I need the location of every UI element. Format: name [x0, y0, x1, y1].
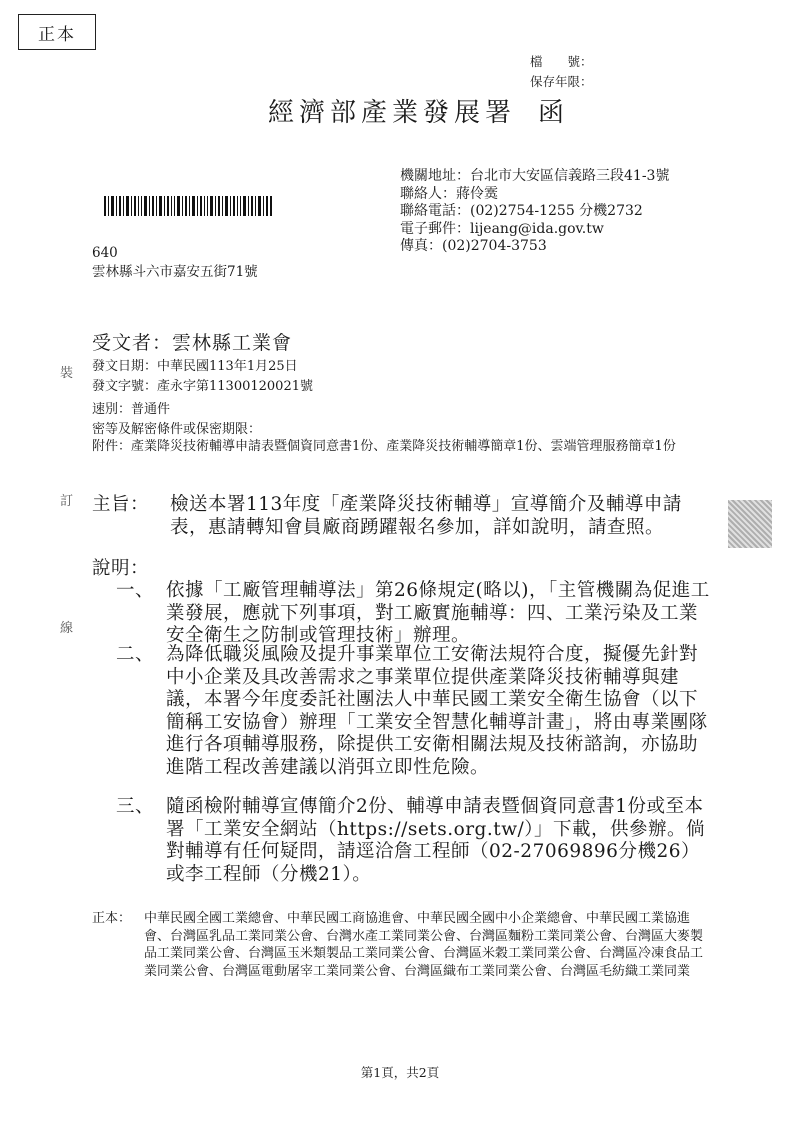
delivery-speed: 速別：普通件 — [92, 402, 171, 417]
attachments — [92, 438, 696, 455]
subject-label: 主旨： — [92, 494, 150, 515]
binding-mark-bottom: 線 — [60, 621, 74, 636]
document-meta — [92, 357, 313, 439]
file-number-label: 檔 號： — [530, 54, 593, 69]
contact-block — [400, 168, 669, 256]
document-title — [268, 92, 569, 129]
cc-label: 正本： — [92, 911, 132, 926]
seal-stamp — [728, 500, 772, 548]
item-text: 依據「工廠管理輔導法」第26條規定(略以)，「主管機關為促進工業發展，應就下列事項，對工廠實施輔導：四、工業污染及工業安全衛生之防制或管理技術」辦理。 — [166, 580, 710, 646]
explanation-label: 說明： — [92, 558, 150, 579]
cc-text: 中華民國全國工業總會、中華民國工商協進會、中華民國全國中小企業總會、中華民國工業協進會、台灣區乳品工業同業公會、台灣水產工業同業公會、台灣區麵粉工業同業公會、台灣區大麥製品工業同業公會、台灣區玉米類製品工業同業公會、台灣區米穀工業同業公會、台灣區冷凍食品工業同業公會、台灣區電動屠宰工業同業公會、台灣區織布工業同業公會、台灣區毛紡織工業同業 — [144, 911, 704, 979]
issue-date: 發文日期：中華民國113年1月25日 — [92, 359, 298, 374]
street-address: 雲林縣斗六市嘉安五街71號 — [92, 264, 258, 280]
barcode-image — [104, 196, 272, 216]
item-number: 一、 — [116, 580, 155, 601]
contact-fax: 傳真：(02)2704-3753 — [400, 238, 547, 254]
recipient-address — [92, 244, 258, 282]
page-number: 第1頁，共2頁 — [360, 1065, 440, 1080]
explanation-item — [116, 644, 714, 779]
item-text: 為降低職災風險及提升事業單位工安衛法規符合度，擬優先針對中小企業及具改善需求之事業單位提供產業降災技術輔導與建議，本署今年度委託社團法人中華民國工業安全衛生協會（以下簡稱工安協會）辦理「工業安全智慧化輔導計畫」，將由專業團隊進行各項輔導服務，除提供工安衛相關法規及技術諮詢，亦協助進階工程改善建議以消弭立即性危險。 — [166, 644, 708, 778]
attachments-label: 附件： — [92, 439, 132, 454]
item-text: 隨函檢附輔導宣傳簡介2份、輔導申請表暨個資同意書1份或至本署「工業安全網站（https://sets.org.tw/）」下載，供參辦。倘對輔導有任何疑問，請逕洽詹工程師（02-27069896分機26）或李工程師（分機21）。 — [166, 796, 706, 885]
attachments-value: 產業降災技術輔導申請表暨個資同意書1份、產業降災技術輔導簡章1份、雲端管理服務簡章1份 — [131, 439, 676, 454]
retention-label: 保存年限： — [530, 74, 593, 89]
zip-code: 640 — [92, 245, 118, 261]
document-type: 函 — [538, 98, 570, 128]
issue-number: 發文字號：產永字第11300120021號 — [92, 378, 313, 394]
contact-email: 電子郵件：lijeang@ida.gov.tw — [400, 220, 604, 237]
agency-address: 機關地址：台北市大安區信義路三段41-3號 — [400, 168, 670, 184]
copy-type-stamp: 正本 — [18, 14, 96, 50]
explanation-item — [116, 796, 714, 886]
explanation-item — [116, 580, 714, 648]
subject-text: 檢送本署113年度「產業降災技術輔導」宣導簡介及輔導申請表，惠請轉知會員廠商踴躍報名參加，詳如說明，請查照。 — [170, 494, 682, 538]
binding-mark-top: 裝 — [60, 366, 74, 381]
binding-mark-middle: 訂 — [60, 494, 74, 509]
item-number: 二、 — [116, 644, 155, 665]
recipient: 受文者：雲林縣工業會 — [92, 332, 293, 354]
agency-name: 經濟部產業發展署 — [268, 98, 517, 128]
secrecy-level: 密等及解密條件或保密期限： — [92, 421, 262, 437]
subject-section — [92, 494, 715, 539]
cc-section — [92, 910, 706, 980]
contact-person: 聯絡人：蔣伶霙 — [400, 185, 498, 202]
contact-phone: 聯絡電話：(02)2754-1255 分機2732 — [400, 203, 643, 219]
item-number: 三、 — [116, 796, 155, 817]
